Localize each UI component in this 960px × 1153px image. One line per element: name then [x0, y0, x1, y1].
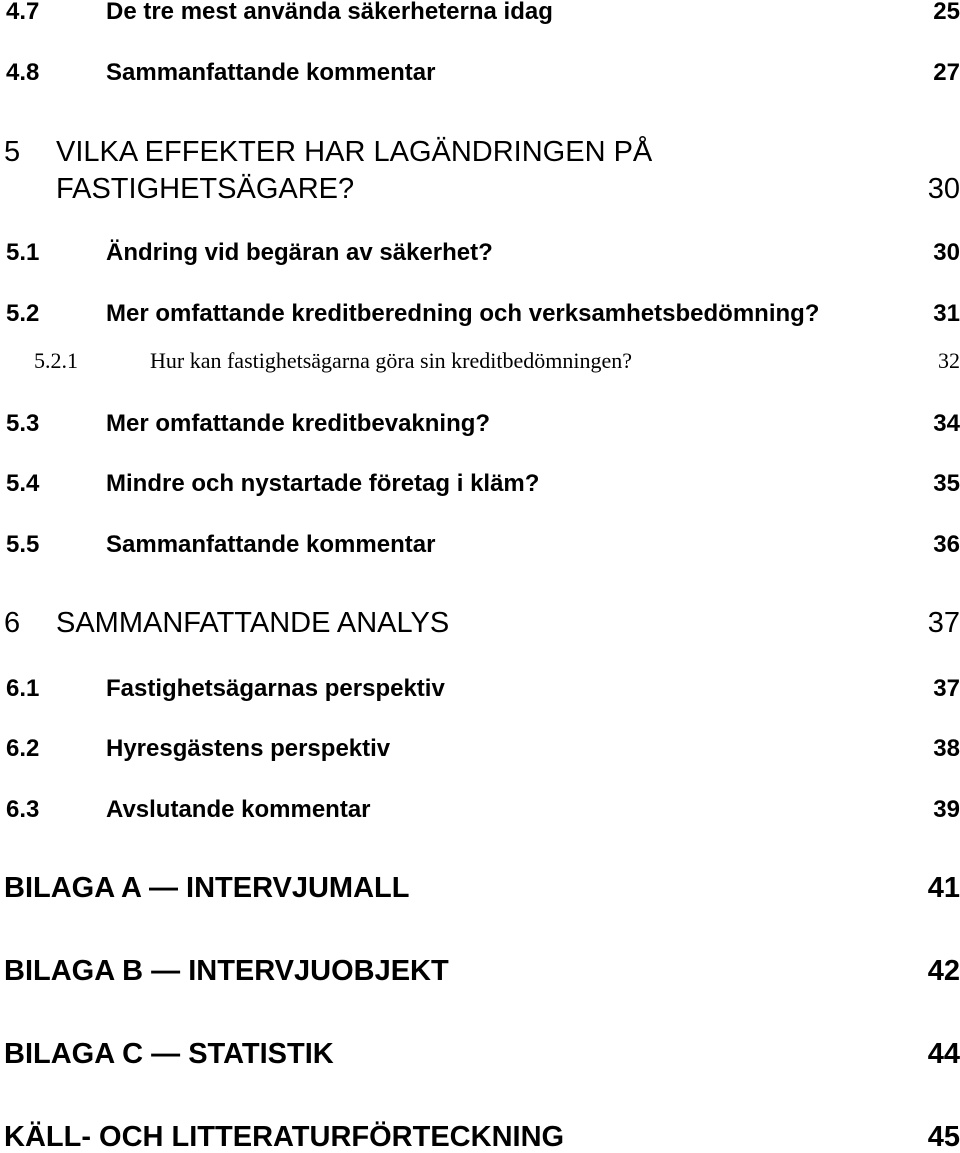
toc-page-number: 42 [927, 955, 960, 987]
toc-entry-6-1[interactable] [0, 677, 960, 717]
toc-number: 5.3 [6, 410, 40, 437]
toc-page-number: 38 [933, 735, 960, 762]
toc-number: 5.5 [6, 531, 40, 558]
toc-number: 5.1 [6, 239, 40, 266]
toc-entry-5-2[interactable] [0, 302, 960, 342]
toc-number: 4.7 [6, 0, 40, 25]
toc-title: BILAGA B — INTERVJUOBJEKT [4, 955, 449, 987]
toc-page-number: 41 [927, 872, 960, 904]
toc-page-number: 37 [927, 607, 960, 639]
toc-entry-kallforteckning[interactable] [0, 1121, 960, 1153]
toc-number: 6.1 [6, 675, 40, 702]
toc-page-number: 30 [933, 239, 960, 266]
toc-entry-6[interactable] [0, 609, 960, 649]
toc-number: 5.2 [6, 300, 40, 327]
toc-entry-5-2-1[interactable] [0, 350, 960, 390]
toc-number: 5.4 [6, 470, 40, 497]
toc-page-number: 25 [933, 0, 960, 25]
toc-entry-6-2[interactable] [0, 737, 960, 777]
toc-entry-bilaga-c[interactable] [0, 1040, 960, 1080]
toc-title: Fastighetsägarnas perspektiv [106, 675, 445, 702]
toc-entry-5-5[interactable] [0, 533, 960, 573]
toc-page-number: 35 [933, 470, 960, 497]
toc-entry-4-8[interactable] [0, 61, 960, 101]
toc-entry-bilaga-b[interactable] [0, 957, 960, 997]
toc-number: 6.2 [6, 735, 40, 762]
toc-title: De tre mest använda säkerheterna idag [106, 0, 553, 25]
toc-entry-5-3[interactable] [0, 412, 960, 452]
toc-title: KÄLL- OCH LITTERATURFÖRTECKNING [4, 1121, 565, 1153]
toc-title: BILAGA C — STATISTIK [4, 1038, 334, 1070]
toc-number: 4.8 [6, 59, 40, 86]
toc-entry-5-1[interactable] [0, 241, 960, 281]
toc-entry-5[interactable] [0, 138, 960, 218]
toc-page-number: 31 [933, 300, 960, 327]
toc-title: Mer omfattande kreditberedning och verksamhetsbedömning? [106, 300, 820, 327]
toc-title: Mer omfattande kreditbevakning? [106, 410, 491, 437]
toc-title: Ändring vid begäran av säkerhet? [106, 239, 493, 266]
toc-number: 5 [4, 136, 21, 168]
toc-entry-bilaga-a[interactable] [0, 874, 960, 914]
toc-page-number: 39 [933, 796, 960, 823]
toc-title: Avslutande kommentar [106, 796, 371, 823]
toc-page-number: 37 [933, 675, 960, 702]
toc-number: 5.2.1 [34, 348, 78, 373]
toc-title: SAMMANFATTANDE ANALYS [56, 607, 450, 639]
toc-page-number: 30 [927, 173, 960, 205]
toc-page-number: 45 [927, 1121, 960, 1153]
toc-page-number: 34 [933, 410, 960, 437]
toc-title: Mindre och nystartade företag i kläm? [106, 470, 540, 497]
toc-title: Hur kan fastighetsägarna göra sin kreditbedömningen? [150, 348, 633, 373]
toc-title: BILAGA A — INTERVJUMALL [4, 872, 410, 904]
toc-number: 6 [4, 607, 21, 639]
toc-page-number: 44 [927, 1038, 960, 1070]
toc-title-line-1: VILKA EFFEKTER HAR LAGÄNDRINGEN PÅ [56, 136, 653, 168]
toc-page-number: 36 [933, 531, 960, 558]
toc-number: 6.3 [6, 796, 40, 823]
toc-entry-5-4[interactable] [0, 472, 960, 512]
toc-title: Hyresgästens perspektiv [106, 735, 391, 762]
toc-entry-4-7[interactable] [0, 0, 960, 40]
toc-title-line-2: FASTIGHETSÄGARE? [56, 173, 355, 205]
toc-page-number: 32 [938, 348, 960, 373]
toc-page-number: 27 [933, 59, 960, 86]
toc-title: Sammanfattande kommentar [106, 531, 436, 558]
toc-entry-6-3[interactable] [0, 798, 960, 838]
toc-title: Sammanfattande kommentar [106, 59, 436, 86]
